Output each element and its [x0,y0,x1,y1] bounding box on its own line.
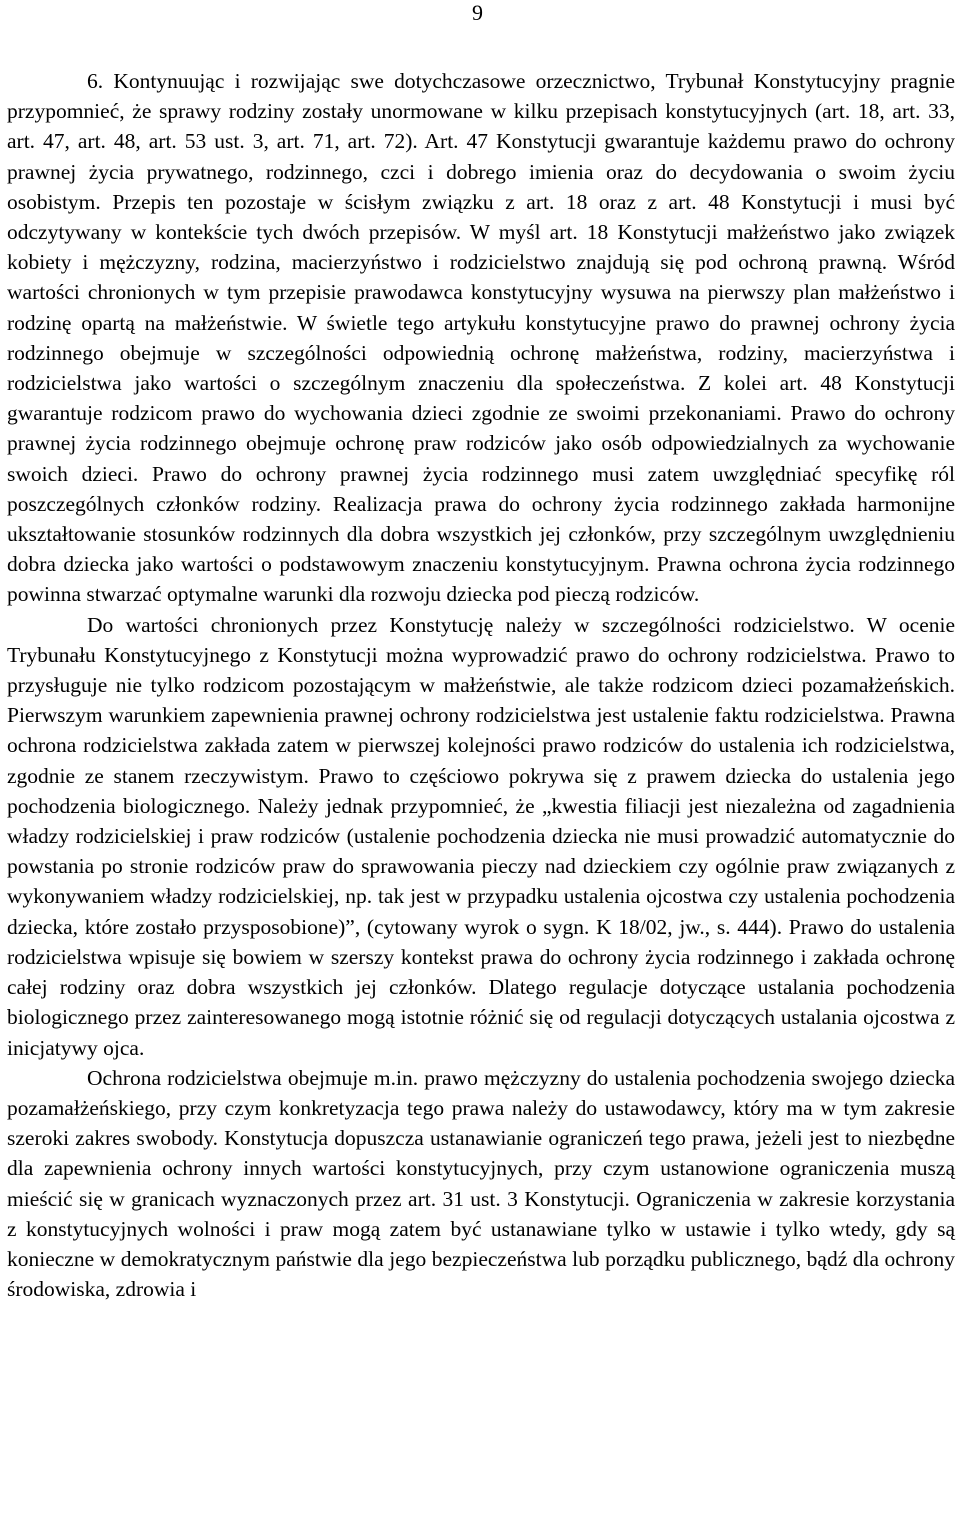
paragraph-3: Ochrona rodzicielstwa obejmuje m.in. prawo mężczyzny do ustalenia pochodzenia swojego dziecka pozamałżeńskiego, przy czym konkretyzacja tego prawa należy do ustawodawcy, który ma w tym zakresie szeroki zakres swobody. Konstytucja dopuszcza ustanawianie ograniczeń tego prawa, jeżeli jest to niezbędne dla zapewnienia ochrony innych wartości konstytucyjnych, przy czym ustanowione ograniczenia muszą mieścić się w granicach wyznaczonych przez art. 31 ust. 3 Konstytucji. Ograniczenia w zakresie korzystania z konstytucyjnych wolności i praw mogą zatem być ustanawiane tylko w ustawie i tylko wtedy, gdy są konieczne w demokratycznym państwie dla jego bezpieczeństwa lub porządku publicznego, bądź dla ochrony środowiska, zdrowia i [7,1065,955,1302]
paragraph-1: 6. Kontynuując i rozwijając swe dotychczasowe orzecznictwo, Trybunał Konstytucyjny pragnie przypomnieć, że sprawy rodziny zostały unormowane w kilku przepisach konstytucyjnych (art. 18, art. 33, art. 47, art. 48, art. 53 ust. 3, art. 71, art. 72). Art. 47 Konstytucji gwarantuje każdemu prawo do ochrony prawnej życia prywatnego, rodzinnego, czci i dobrego imienia oraz do decydowania o swoim życiu osobistym. Przepis ten pozostaje w ścisłym związku z art. 18 oraz z art. 48 Konstytucji i musi być odczytywany w kontekście tych dwóch przepisów. W myśl art. 18 Konstytucji małżeństwo jako związek kobiety i mężczyzny, rodzina, macierzyństwo i rodzicielstwo znajdują się pod ochroną prawną. Wśród wartości chronionych w tym przepisie prawodawca konstytucyjny wysuwa na pierwszy plan małżeństwo i rodzinę opartą na małżeństwie. W świetle tego artykułu konstytucyjne prawo do prawnej ochrony życia rodzinnego obejmuje w szczególności odpowiednią ochronę małżeństwa, rodziny, macierzyństwa i rodzicielstwa jako wartości o szczególnym znaczeniu dla społeczeństwa. Z kolei art. 48 Konstytucji gwarantuje rodzicom prawo do wychowania dzieci zgodnie ze swoimi przekonaniami. Prawo do ochrony prawnej życia rodzinnego obejmuje ochronę praw rodziców jako osób odpowiedzialnych za wychowanie swoich dzieci. Prawo do ochrony prawnej życia rodzinnego musi zatem uwzględniać specyfikę ról poszczególnych członków rodziny. Realizacja prawa do ochrony życia rodzinnego zakłada harmonijne ukształtowanie stosunków rodzinnych dla dobra wszystkich jej członków, przy szczególnym uwzględnieniu dobra dziecka jako wartości o podstawowym znaczeniu konstytucyjnym. Prawna ochrona życia rodzinnego powinna stwarzać optymalne warunki dla rozwoju dziecka pod pieczą rodziców. [7,69,955,607]
page-number: 9 [472,0,483,25]
document-body [7,66,955,1304]
paragraph-2: Do wartości chronionych przez Konstytucję należy w szczególności rodzicielstwo. W ocenie Trybunału Konstytucyjnego z Konstytucji można wyprowadzić prawo do ochrony rodzicielstwa. Prawo to przysługuje nie tylko rodzicom pozostającym w małżeństwie, ale także rodzicom dzieci pozamałżeńskich. Pierwszym warunkiem zapewnienia prawnej ochrony rodzicielstwa jest ustalenie faktu rodzicielstwa. Prawna ochrona rodzicielstwa zakłada zatem w pierwszej kolejności prawo rodziców do ustalenia ich rodzicielstwa, zgodnie ze stanem rzeczywistym. Prawo to częściowo pokrywa się z prawem dziecka do ustalenia jego pochodzenia biologicznego. Należy jednak przypomnieć, że „kwestia filiacji jest niezależna od zagadnienia władzy rodzicielskiej i praw rodziców (ustalenie pochodzenia dziecka nie musi prowadzić automatycznie do powstania po stronie rodziców praw do sprawowania pieczy nad dzieckiem czy ogólnie praw związanych z wykonywaniem władzy rodzicielskiej, np. tak jest w przypadku ustalenia ojcostwa czy ustalenia pochodzenia dziecka, które zostało przysposobione)”, (cytowany wyrok o sygn. K 18/02, jw., s. 444). Prawo do ustalenia rodzicielstwa wpisuje się bowiem w szerszy kontekst prawa do ochrony życia rodzinnego i zakłada ochronę całej rodziny oraz dobra wszystkich jej członków. Dlatego regulacje dotyczące ustalania pochodzenia biologicznego przez zainteresowanego mogą istotnie różnić się od regulacji dotyczących ustalania ojcostwa z inicjatywy ojca. [7,612,955,1060]
